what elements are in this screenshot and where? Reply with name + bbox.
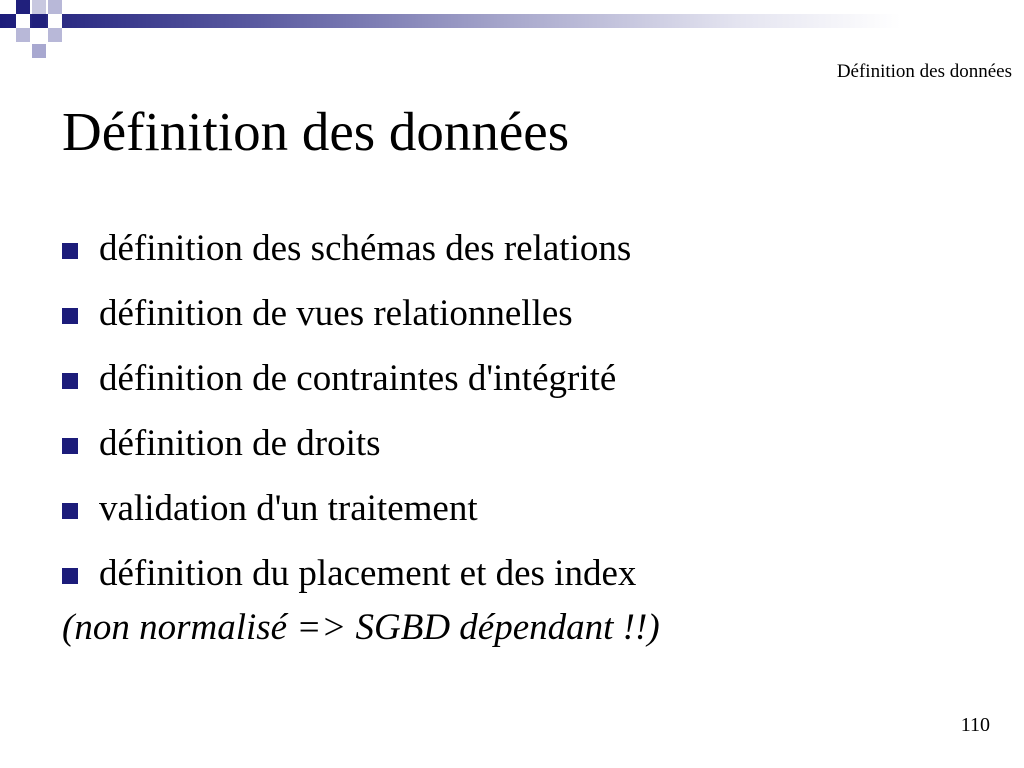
running-header: Définition des données: [836, 61, 1012, 82]
square-bullet-icon: [62, 308, 78, 324]
bullet-item: [62, 411, 636, 476]
bullet-text: validation d'un traitement: [99, 488, 478, 529]
decorative-square: [32, 44, 46, 58]
square-bullet-icon: [62, 243, 78, 259]
decorative-square: [16, 28, 30, 42]
decorative-square: [32, 28, 46, 42]
decorative-square: [48, 0, 62, 14]
page-number: 110: [960, 714, 990, 736]
bullet-text: définition de contraintes d'intégrité: [99, 358, 617, 399]
square-bullet-icon: [62, 568, 78, 584]
decorative-square: [16, 0, 30, 14]
square-bullet-icon: [62, 503, 78, 519]
decorative-square: [16, 14, 30, 28]
decorative-top-band: [0, 14, 1024, 28]
bullet-text: définition de vues relationnelles: [99, 293, 573, 334]
decorative-square: [48, 14, 62, 28]
bullet-item: [62, 346, 636, 411]
bullet-text: définition de droits: [99, 423, 381, 464]
bullet-list: [62, 216, 636, 606]
bullet-text: définition des schémas des relations: [99, 228, 632, 269]
bullet-item: [62, 476, 636, 541]
bullet-item: [62, 281, 636, 346]
bullet-item: [62, 541, 636, 606]
decorative-square: [48, 28, 62, 42]
bullet-text: définition du placement et des index: [99, 553, 637, 594]
decorative-square: [32, 0, 46, 14]
slide-title: Définition des données: [62, 101, 570, 162]
square-bullet-icon: [62, 438, 78, 454]
italic-note: (non normalisé => SGBD dépendant !!): [62, 607, 660, 648]
square-bullet-icon: [62, 373, 78, 389]
bullet-item: [62, 216, 636, 281]
decorative-square: [32, 14, 46, 28]
